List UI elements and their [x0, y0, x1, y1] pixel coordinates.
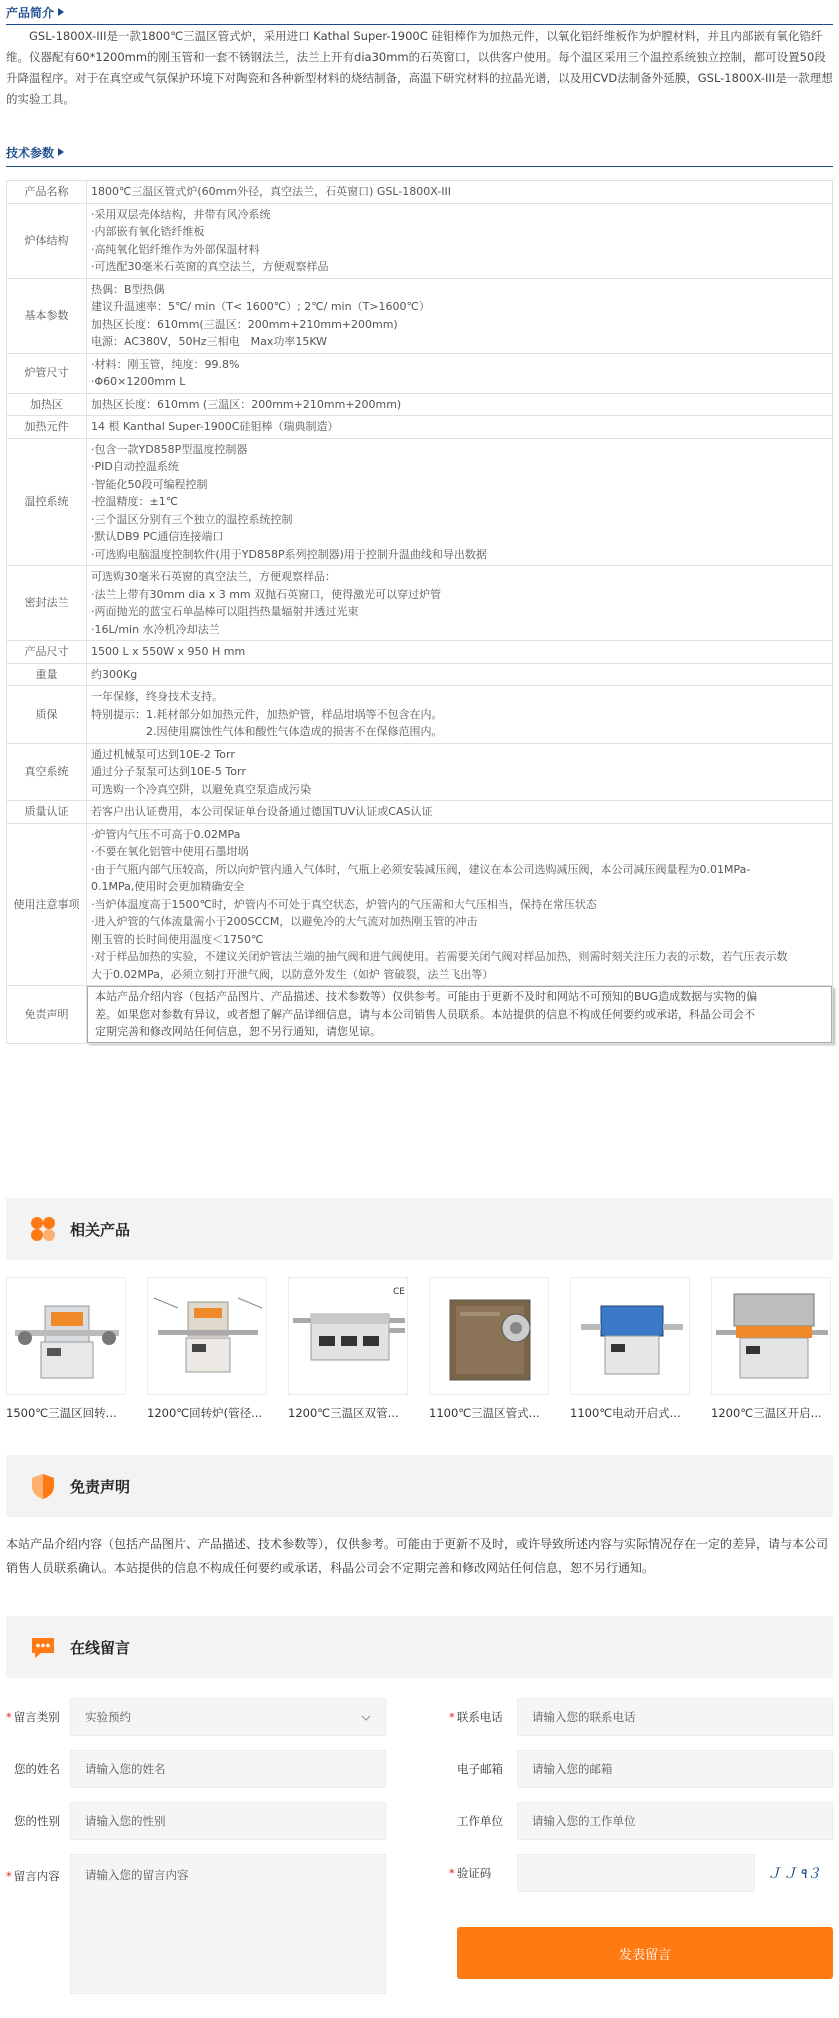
content-placeholder: 请输入您的留言内容 [85, 1868, 189, 1882]
spec-line: ·控温精度：±1℃ [91, 495, 179, 508]
spec-line: 电源：AC380V，50Hz三相电 Max功率15KW [91, 335, 328, 348]
spec-heading [6, 142, 64, 162]
phone-label [449, 1709, 517, 1725]
spec-line: 通过分子泵泵可达到10E-5 Torr [91, 765, 246, 778]
category-row [6, 1698, 386, 1736]
spec-key: 质保 [7, 686, 87, 744]
product-name[interactable]: 1200℃三温区双管... [288, 1406, 399, 1420]
divider [6, 166, 833, 167]
company-placeholder: 请输入您的工作单位 [532, 1814, 636, 1828]
spec-line: 1800℃三温区管式炉(60mm外径，真空法兰，石英窗口) GSL-1800X-III [91, 185, 451, 198]
spec-value [87, 416, 833, 439]
spec-value [87, 203, 833, 278]
spec-value [87, 393, 833, 416]
spec-line: ·Φ60×1200mm L [91, 375, 186, 388]
gender-label: 您的性别 [14, 1814, 60, 1828]
product-image[interactable] [6, 1277, 126, 1395]
chat-icon [28, 1632, 58, 1662]
spec-line: ·默认DB9 PC通信连接端口 [91, 530, 224, 543]
phone-label-text: 联系电话 [456, 1710, 503, 1724]
spec-line: ·不要在氧化铝管中使用石墨坩埚 [91, 845, 249, 858]
spec-line: 可选购一个冷真空阱，以避免真空泵造成污染 [91, 782, 311, 796]
spec-line: ·可选配30毫米石英窗的真空法兰，方便观察样品 [91, 260, 329, 273]
name-row [6, 1750, 386, 1788]
spec-value [87, 566, 833, 641]
email-placeholder: 请输入您的邮箱 [532, 1762, 613, 1776]
spec-line: 1500 L x 550W x 950 H mm [91, 645, 246, 658]
spec-line: 约300Kg [91, 667, 138, 681]
company-label: 工作单位 [457, 1814, 503, 1828]
gender-placeholder: 请输入您的性别 [85, 1814, 166, 1828]
message-title: 在线留言 [70, 1638, 131, 1657]
spec-line: ·16L/min 水冷机冷却法兰 [91, 622, 220, 636]
spec-line: 加热区长度：610mm (三温区：200mm+210mm+200mm) [91, 397, 402, 411]
email-label: 电子邮箱 [457, 1762, 503, 1776]
spec-line: ·当炉体温度高于1500℃时，炉管内不可处于真空状态，炉管内的气压需和大气压相当，保持在常压状态 [91, 897, 597, 911]
spec-line: 可选购30毫米石英窗的真空法兰，方便观察样品： [91, 570, 336, 583]
category-select[interactable] [70, 1698, 386, 1736]
spec-line: 通过机械泵可达到10E-2 Torr [91, 747, 235, 761]
spec-line: ·材料：刚玉管，纯度：99.8% [91, 357, 240, 371]
spec-key: 密封法兰 [7, 566, 87, 641]
spec-line: ·可选购电脑温度控制软件(用于YD858P系列控制器)用于控制升温曲线和导出数据 [91, 547, 487, 561]
spec-line: ·采用双层壳体结构，并带有风冷系统 [91, 207, 271, 221]
product-image[interactable] [147, 1277, 267, 1395]
spec-value [87, 743, 833, 801]
product-card[interactable] [711, 1277, 831, 1421]
spec-line: ·高纯氧化铝纤维作为外部保温材料 [91, 242, 260, 256]
spec-line: ·进入炉管的气体流量需小于200SCCM，以避免冷的大气流对加热刚玉管的冲击 [91, 915, 478, 928]
spec-value [87, 641, 833, 664]
spec-line: 建议升温速率：5℃/ min（T< 1600℃）; 2℃/ min（T>1600℃） [91, 300, 430, 313]
chevron-down-icon [361, 1710, 371, 1724]
intro-text: GSL-1800X-III是一款1800℃三温区管式炉，采用进口 Kathal Super-1900C 硅钼棒作为加热元件，以氧化铝纤维板作为炉膛材料，并且内部嵌有氧化锆纤维。仪器配有60*1200mm的刚玉管和一套不锈钢法兰，法兰上开有dia30mm的石英窗口，以供客户使用。每个温区采用三个温控系统独立控制，都可设置50段升降温程序。对于在真空或气氛保护环境下对陶瓷和各种新型材料的烧结制备，高温下研究材料的拉晶光谱，以及用CVD法制备外延膜，GSL-1800X-III是一款理想的实验工具。 [6, 29, 833, 106]
disclaimer-title: 免责声明 [70, 1477, 131, 1496]
spec-line: ·三个温区分别有三个独立的温控系统控制 [91, 512, 293, 526]
captcha-label-text: 验证码 [456, 1866, 492, 1880]
required-mark: * [6, 1869, 12, 1883]
spec-row [7, 566, 833, 641]
spec-line: ·PID自动控温系统 [91, 460, 179, 473]
content-label-text: 留言内容 [13, 1869, 60, 1883]
company-input[interactable] [517, 1802, 833, 1840]
spec-row [7, 686, 833, 744]
spec-key: 质量认证 [7, 801, 87, 824]
email-row [449, 1750, 833, 1788]
grid-icon [28, 1214, 58, 1244]
spec-line: 差。如果您对参数有异议，或者想了解产品详细信息，请与本公司销售人员联系。本站提供的信息不构成任何要约或承诺，科晶公司会不 [95, 1007, 755, 1021]
product-name[interactable]: 1100℃电动开启式... [570, 1406, 681, 1420]
spec-line: 特别提示：1.耗材部分如加热元件，加热炉管，样品坩埚等不包含在内。 [91, 707, 443, 721]
product-card[interactable] [570, 1277, 690, 1421]
spec-line: 本站产品介绍内容（包括产品图片、产品描述、技术参数等）仅供参考。可能由于更新不及时和网站不可预知的BUG造成数据与实物的偏 [95, 990, 758, 1003]
spec-row [7, 663, 833, 686]
category-label [6, 1709, 70, 1725]
company-row [449, 1802, 833, 1840]
spec-row [7, 416, 833, 439]
spec-key: 炉管尺寸 [7, 353, 87, 393]
product-name[interactable]: 1200℃回转炉(管径... [147, 1406, 263, 1420]
spec-line: ·对于样品加热的实验，不建议关闭炉管法兰端的抽气阀和进气阀使用。若需要关闭气阀对样品加热，则需时刻关注压力表的示数，若气压表示数 [91, 950, 788, 963]
spec-line: ·由于气瓶内部气压较高，所以向炉管内通入气体时，气瓶上必须安装减压阀，建议在本公司选购减压阀，本公司减压阀量程为0.01MPa- [91, 862, 751, 876]
spec-line: 定期完善和修改网站任何信息，恕不另行通知，请您见谅。 [95, 1025, 381, 1038]
name-placeholder: 请输入您的姓名 [85, 1762, 166, 1776]
phone-placeholder: 请输入您的联系电话 [532, 1710, 636, 1724]
spec-key: 重量 [7, 663, 87, 686]
svg-text:CE: CE [393, 1287, 405, 1297]
spec-value [87, 353, 833, 393]
product-image[interactable] [570, 1277, 690, 1395]
spec-value [87, 278, 833, 353]
product-card[interactable] [6, 1277, 126, 1421]
name-input[interactable] [70, 1750, 386, 1788]
related-header [6, 1198, 833, 1260]
spec-line: ·智能化50段可编程控制 [91, 477, 208, 491]
product-card[interactable] [147, 1277, 267, 1421]
product-image[interactable] [288, 1277, 408, 1395]
captcha-row [449, 1854, 833, 1892]
spec-value [87, 823, 833, 986]
spec-key: 加热元件 [7, 416, 87, 439]
spec-row [7, 743, 833, 801]
content-label [6, 1854, 70, 1884]
spec-heading-text: 技术参数 [6, 145, 55, 160]
spec-table [6, 180, 833, 1044]
submit-button[interactable]: 发表留言 [457, 1927, 833, 1979]
triangle-right-icon [58, 148, 64, 156]
captcha-image[interactable]: ＪＪ٩３ [767, 1866, 821, 1882]
spec-key: 温控系统 [7, 438, 87, 566]
spec-line: 2.因使用腐蚀性气体和酸性气体造成的损害不在保修范围内。 [91, 725, 443, 738]
spec-row [7, 181, 833, 204]
spec-line: ·法兰上带有30mm dia x 3 mm 双抛石英窗口，使得激光可以穿过炉管 [91, 587, 442, 601]
spec-row [7, 801, 833, 824]
message-header [6, 1616, 833, 1678]
spec-key: 免责声明 [7, 986, 87, 1044]
category-value: 实验预约 [85, 1710, 131, 1724]
spec-key: 加热区 [7, 393, 87, 416]
spec-value [87, 686, 833, 744]
required-mark: * [449, 1866, 455, 1880]
phone-input[interactable] [517, 1698, 833, 1736]
shield-icon [28, 1471, 58, 1501]
phone-row [449, 1698, 833, 1736]
spec-line: 加热区长度：610mm(三温区：200mm+210mm+200mm) [91, 317, 398, 331]
spec-key: 产品名称 [7, 181, 87, 204]
spec-line: 0.1MPa,使用时会更加精确安全 [91, 880, 245, 893]
spec-line: 刚玉管的长时间使用温度＜1750℃ [91, 932, 264, 946]
spec-key: 真空系统 [7, 743, 87, 801]
required-mark: * [449, 1710, 455, 1724]
spec-row [7, 203, 833, 278]
product-name[interactable]: 1100℃三温区管式... [429, 1406, 540, 1420]
disclaimer-text: 本站产品介绍内容（包括产品图片、产品描述、技术参数等），仅供参考。可能由于更新不及时，或许导致所述内容与实际情况存在一定的差异，请与本公司销售人员联系确认。本站提供的信息不构成任何要约或承诺，科晶公司会不定期完善和修改网站任何信息，恕不另行通知。 [6, 1537, 829, 1575]
spec-value [87, 438, 833, 566]
spec-line: ·两面抛光的蓝宝石单晶棒可以阻挡热量辐射并透过光束 [91, 605, 359, 618]
required-mark: * [6, 1710, 12, 1724]
triangle-right-icon [58, 8, 64, 16]
name-label: 您的姓名 [14, 1762, 60, 1776]
spec-line: 14 根 Kanthal Super-1900C硅钼棒（瑞典制造） [91, 420, 339, 433]
content-row [6, 1854, 386, 1994]
spec-row [7, 278, 833, 353]
spec-row [7, 641, 833, 664]
spec-value [87, 663, 833, 686]
spec-key: 产品尺寸 [7, 641, 87, 664]
spec-value [87, 181, 833, 204]
spec-key: 炉体结构 [7, 203, 87, 278]
spec-line: 大于0.02MPa，必须立刻打开泄气阀，以防意外发生（如炉 管破裂，法兰飞出等） [91, 967, 494, 981]
spec-row [7, 393, 833, 416]
spec-line: 若客户出认证费用，本公司保证单台设备通过德国TUV认证或CAS认证 [91, 805, 433, 818]
divider [6, 24, 833, 25]
product-image[interactable] [711, 1277, 831, 1395]
related-title: 相关产品 [70, 1220, 131, 1239]
related-products [6, 1277, 833, 1420]
product-card[interactable] [429, 1277, 549, 1421]
category-label-text: 留言类别 [13, 1710, 60, 1724]
product-card[interactable] [288, 1277, 408, 1421]
intro-heading-text: 产品简介 [6, 5, 55, 20]
captcha-label [449, 1865, 517, 1881]
spec-value [87, 986, 833, 1044]
spec-row [7, 823, 833, 986]
product-name[interactable]: 1500℃三温区回转... [6, 1406, 117, 1420]
gender-row [6, 1802, 386, 1840]
spec-value [87, 801, 833, 824]
disclaimer-header [6, 1455, 833, 1517]
product-image[interactable] [429, 1277, 549, 1395]
spec-line: ·炉管内气压不可高于0.02MPa [91, 827, 241, 841]
captcha-input[interactable] [517, 1854, 755, 1892]
spec-key: 基本参数 [7, 278, 87, 353]
spec-line: ·内部嵌有氧化锆纤维板 [91, 225, 205, 238]
content-textarea[interactable] [70, 1854, 386, 1994]
spec-row [7, 438, 833, 566]
product-name[interactable]: 1200℃三温区开启... [711, 1406, 822, 1420]
spec-line: 热偶：B型热偶 [91, 282, 165, 296]
spec-line: ·包含一款YD858P型温度控制器 [91, 442, 248, 456]
spec-key: 使用注意事项 [7, 823, 87, 986]
intro-heading [6, 2, 64, 22]
spec-line: 一年保修，终身技术支持。 [91, 690, 223, 703]
gender-input[interactable] [70, 1802, 386, 1840]
spec-row [7, 986, 833, 1044]
email-input[interactable] [517, 1750, 833, 1788]
spec-row [7, 353, 833, 393]
